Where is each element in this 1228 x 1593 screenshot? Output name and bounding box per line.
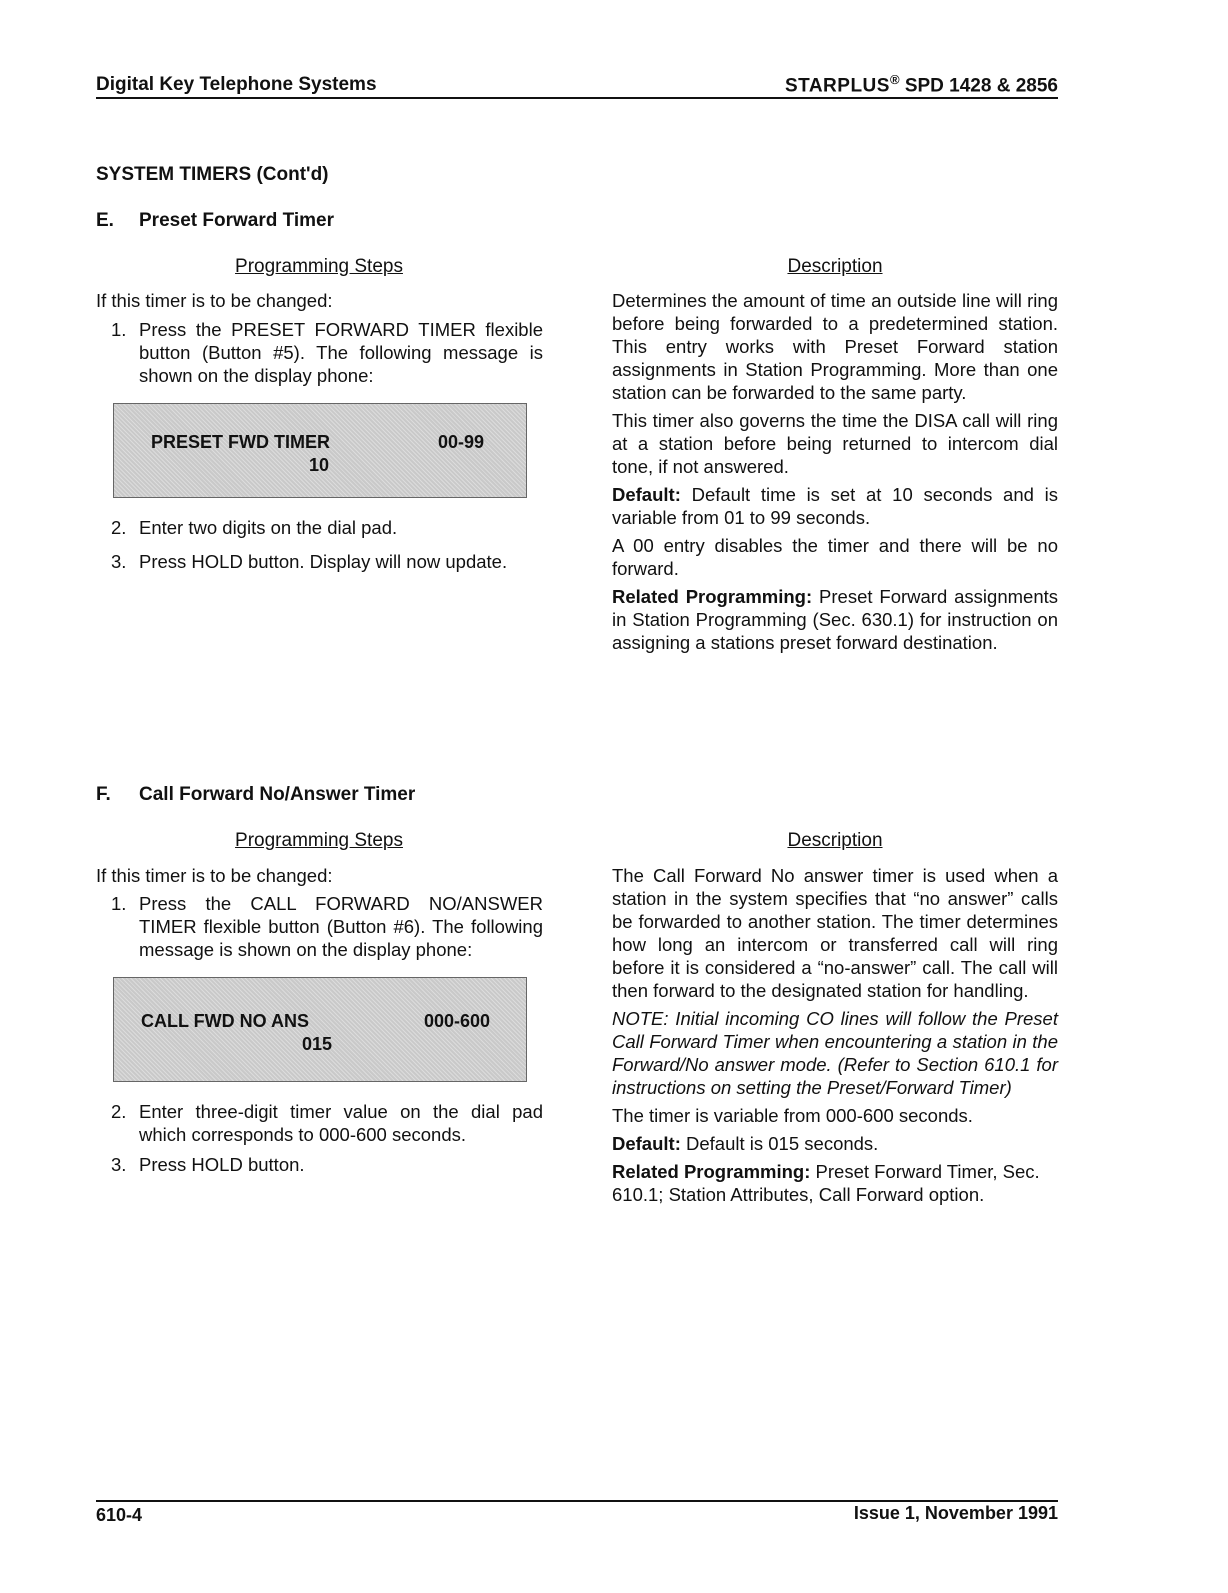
- default-text: Default time is set at 10 seconds and is variable from 01 to 99 seconds.: [612, 484, 1058, 528]
- list-item: [96, 892, 543, 961]
- related-paragraph: [612, 1160, 1058, 1206]
- section-f-steps-1: [96, 892, 543, 961]
- default-paragraph: [612, 1132, 1058, 1155]
- note-paragraph: NOTE: Initial incoming CO lines will follow the Preset Call Forward Timer when encountering a station in the Forward/No answer mode. (Refer to Section 610.1 for instructions on setting the Preset/Forward Timer): [612, 1008, 1058, 1098]
- display-line1: CALL FWD NO ANS: [141, 1011, 309, 1031]
- section-title: SYSTEM TIMERS (Cont'd): [96, 164, 329, 185]
- description-paragraph: This timer also governs the time the DISA call will ring at a station before being returned to intercom dial tone, if not answered.: [612, 410, 1058, 477]
- footer-issue: Issue 1, November 1991: [853, 1503, 1058, 1523]
- section-e-steps-heading: Programming Steps: [235, 256, 403, 277]
- description-paragraph: The timer is variable from 000-600 seconds.: [612, 1105, 973, 1126]
- step-number: 3.: [111, 551, 127, 572]
- list-item: [96, 516, 546, 539]
- section-f-intro: If this timer is to be changed:: [96, 865, 333, 886]
- section-e-description: [612, 289, 1058, 659]
- header-rule: [96, 97, 1058, 99]
- section-e-steps-1: [96, 318, 543, 387]
- step-number: 2.: [111, 1101, 127, 1122]
- list-item: [96, 1100, 543, 1146]
- step-number: 1.: [111, 893, 127, 914]
- step-text: Press HOLD button. Display will now update.: [139, 551, 508, 572]
- display-range: 00-99: [438, 432, 485, 452]
- step-number: 3.: [111, 1154, 127, 1175]
- section-f-letter: F.: [96, 784, 111, 805]
- related-label: Related Programming:: [612, 586, 813, 607]
- default-paragraph: [612, 483, 1058, 529]
- list-item: [96, 318, 543, 387]
- step-text: Enter three-digit timer value on the dial pad which corresponds to 000-600 seconds.: [139, 1101, 543, 1145]
- section-f-description: [612, 864, 1058, 1211]
- section-f-description-heading: Description: [787, 830, 883, 851]
- header-model: SPD 1428 & 2856: [904, 75, 1058, 97]
- header-product: [785, 72, 1058, 97]
- display-range: 000-600: [424, 1011, 491, 1031]
- display-phone-screen-e: [113, 403, 527, 498]
- list-item: [96, 550, 546, 573]
- list-item: [96, 1153, 543, 1176]
- section-f-steps-heading: Programming Steps: [235, 830, 403, 851]
- footer-page-number: 610-4: [96, 1505, 143, 1525]
- step-text: Enter two digits on the dial pad.: [139, 517, 398, 538]
- section-e-title: Preset Forward Timer: [139, 210, 335, 231]
- default-label: Default:: [612, 1133, 681, 1154]
- step-text: Press HOLD button.: [139, 1154, 305, 1175]
- footer-rule: [96, 1500, 1058, 1502]
- section-e-letter: E.: [96, 210, 114, 231]
- related-text: Preset Forward Timer, Sec. 610.1; Station Attributes, Call Forward option.: [612, 1161, 1040, 1205]
- header-brand: STARPLUS: [784, 75, 890, 97]
- section-e-intro: If this timer is to be changed:: [96, 290, 333, 311]
- display-line1: PRESET FWD TIMER: [151, 432, 330, 452]
- description-paragraph: Determines the amount of time an outside line will ring before being forwarded to a predetermined station. This entry works with Preset Forward station assignments in Station Programming. More than one station can be forwarded to the same party.: [612, 290, 1058, 403]
- description-paragraph: The Call Forward No answer timer is used when a station in the system specifies that “no answer” calls be forwarded to another station. The timer determines how long an intercom or transferred call will ring before it is considered a “no-answer” call. The call will then forward to the designated station for handling.: [612, 865, 1058, 1001]
- header-registered: ®: [889, 72, 900, 87]
- default-text: Default is 015 seconds.: [680, 1133, 879, 1154]
- display-phone-screen-f: [113, 977, 527, 1082]
- step-text: Press the PRESET FORWARD TIMER flexible button (Button #5). The following message is shown on the display phone:: [139, 319, 543, 386]
- section-f-steps-2: [96, 1100, 543, 1176]
- step-number: 2.: [111, 517, 127, 538]
- header-title: Digital Key Telephone Systems: [96, 74, 377, 95]
- description-paragraph: A 00 entry disables the timer and there will be no forward.: [612, 535, 1058, 579]
- section-e-description-heading: Description: [787, 256, 883, 277]
- display-value: 015: [302, 1034, 333, 1054]
- step-number: 1.: [111, 319, 127, 340]
- related-paragraph: [612, 585, 1058, 654]
- related-text: Preset Forward assignments in Station Programming (Sec. 630.1) for instruction on assigning a stations preset forward destination.: [612, 586, 1058, 653]
- default-label: Default:: [612, 484, 681, 505]
- section-e-steps-2: [96, 516, 546, 573]
- section-f-title: Call Forward No/Answer Timer: [139, 784, 416, 805]
- related-label: Related Programming:: [612, 1161, 811, 1182]
- display-value: 10: [309, 455, 330, 475]
- step-text: Press the CALL FORWARD NO/ANSWER TIMER flexible button (Button #6). The following message is shown on the display phone:: [139, 893, 543, 960]
